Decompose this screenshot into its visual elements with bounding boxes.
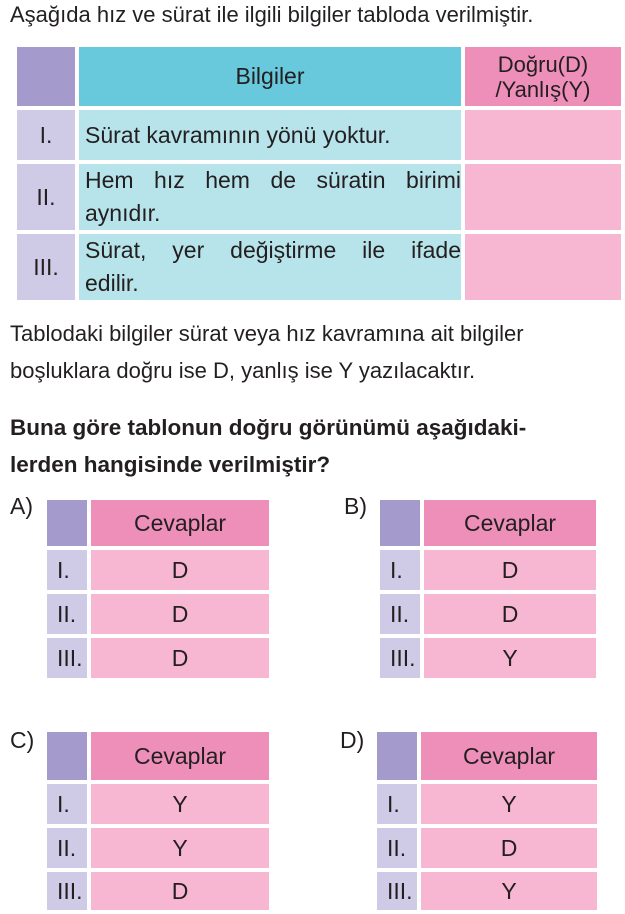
option-row [380, 594, 596, 634]
option-row-number: I. [47, 550, 87, 590]
row-info-line2: edilir. [85, 270, 139, 296]
option-a-table[interactable] [43, 496, 273, 682]
option-header: Cevaplar [421, 732, 597, 780]
option-header: Cevaplar [424, 500, 596, 546]
option-row-answer: Y [421, 784, 597, 824]
row-number: III. [17, 234, 75, 300]
option-row-answer: D [421, 828, 597, 868]
option-b-table[interactable] [376, 496, 600, 682]
table-row [17, 234, 621, 300]
option-row-number: II. [47, 828, 87, 868]
option-row-number: III. [380, 638, 420, 678]
option-row [377, 828, 597, 868]
table-row [17, 110, 621, 160]
row-info-line1: Sürat kavramının yönü yoktur. [85, 121, 391, 148]
answer-cell [465, 110, 621, 160]
option-header-number-cell [377, 732, 417, 780]
header-answer-line2: /Yanlış(Y) [495, 76, 591, 102]
option-header: Cevaplar [91, 732, 269, 780]
option-row-answer: D [91, 872, 269, 910]
option-row [380, 550, 596, 590]
option-row-number: III. [377, 872, 417, 910]
option-row [47, 872, 269, 910]
paragraph-line2: boşluklara doğru ise D, yanlış ise Y yazılacaktır. [10, 358, 476, 383]
row-info [79, 110, 461, 160]
option-b-label[interactable]: B) [344, 493, 367, 519]
option-row-answer: D [91, 550, 269, 590]
option-row-number: III. [47, 638, 87, 678]
option-row-answer: Y [421, 872, 597, 910]
header-info-cell [79, 47, 461, 106]
intro-text: Aşağıda hız ve sürat ile ilgili bilgiler tabloda verilmiştir. [10, 2, 534, 27]
option-row-number: II. [47, 594, 87, 634]
option-row [47, 828, 269, 868]
header-number-cell [17, 47, 75, 106]
option-row-answer: Y [424, 638, 596, 678]
question-line2: lerden hangisinde verilmiştir? [10, 452, 331, 477]
answer-cell [465, 234, 621, 300]
answer-cell [465, 164, 621, 230]
row-info [79, 234, 461, 300]
option-row [377, 872, 597, 910]
option-row [47, 638, 269, 678]
table-header-row [17, 47, 621, 106]
option-row-answer: D [424, 594, 596, 634]
row-info-line1: Sürat, yer değiştirme ile ifade [85, 237, 461, 263]
option-row-answer: Y [91, 784, 269, 824]
option-c-label[interactable]: C) [10, 727, 35, 753]
option-c-table[interactable] [43, 728, 273, 914]
header-info-label: Bilgiler [235, 63, 305, 89]
option-row-answer: D [91, 638, 269, 678]
option-header-number-cell [47, 732, 87, 780]
option-row-answer: Y [91, 828, 269, 868]
option-a-label[interactable]: A) [10, 493, 33, 519]
option-row [380, 638, 596, 678]
row-number: II. [17, 164, 75, 230]
option-header-number-cell [380, 500, 420, 546]
table-row [17, 164, 621, 230]
option-row-number: I. [47, 784, 87, 824]
option-d-label[interactable]: D) [340, 727, 365, 753]
option-header-number-cell [47, 500, 87, 546]
header-answer-line1: Doğru(D) [497, 51, 589, 77]
row-info-line2: aynıdır. [85, 200, 161, 226]
option-row-answer: D [424, 550, 596, 590]
question-line1: Buna göre tablonun doğru görünümü aşağıdaki- [10, 415, 527, 440]
option-row-number: I. [380, 550, 420, 590]
option-row-number: II. [377, 828, 417, 868]
option-row-number: III. [47, 872, 87, 910]
option-row-number: I. [377, 784, 417, 824]
option-row [47, 594, 269, 634]
option-row [47, 784, 269, 824]
option-d-table[interactable] [373, 728, 601, 914]
option-row [377, 784, 597, 824]
info-table [13, 43, 625, 304]
row-info [79, 164, 461, 230]
option-header: Cevaplar [91, 500, 269, 546]
row-info-line1: Hem hız hem de süratin birimi [85, 167, 461, 193]
option-row-number: II. [380, 594, 420, 634]
header-answer-cell [465, 47, 621, 106]
option-row-answer: D [91, 594, 269, 634]
row-number: I. [17, 110, 75, 160]
paragraph-line1: Tablodaki bilgiler sürat veya hız kavramına ait bilgiler [10, 321, 524, 346]
option-row [47, 550, 269, 590]
